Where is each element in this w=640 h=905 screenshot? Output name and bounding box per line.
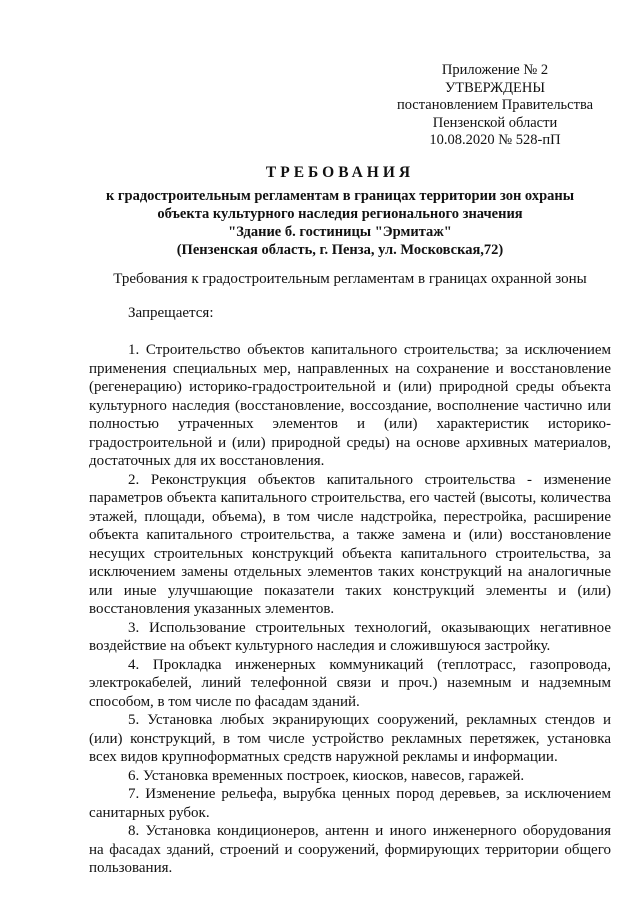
list-item: 4. Прокладка инженерных коммуникаций (теплотрасс, газопровода, электрокабелей, линий телефонной связи и проч.) наземным и надземным способом, в том числе по фасадам зданий. <box>89 656 611 710</box>
approval-appendix: Приложение № 2 <box>441 62 549 78</box>
document-title <box>80 164 600 259</box>
approval-stamp <box>380 62 610 150</box>
title-line-1: к градостроительным регламентам в границах территории зон охраны <box>105 187 575 204</box>
title-line-2: объекта культурного наследия регионального значения <box>157 205 523 222</box>
list-item: 8. Установка кондиционеров, антенн и иного инженерного оборудования на фасадах зданий, строений и сооружений, формирующих территории общего пользования. <box>89 823 611 876</box>
title-line-3: "Здание б. гостиницы "Эрмитаж" <box>228 223 452 240</box>
list-item: 3. Использование строительных технологий, оказывающих негативное воздействие на объект культурного наследия и сложившуюся застройку. <box>89 619 611 654</box>
title-heading: ТРЕБОВАНИЯ <box>265 164 415 181</box>
approval-date-number: 10.08.2020 № 528-пП <box>429 132 561 148</box>
approval-by: постановлением Правительства <box>396 97 594 113</box>
requirements-list <box>89 341 611 878</box>
list-item: 2. Реконструкция объектов капитального строительства - изменение параметров объекта капитального строительства, его частей (высоты, количества этажей, площади, объема), в том числе надстройка, перестройка, расширение объекта капитального строительства, а также замена и (или) восстановление несущих строительных конструкций объекта капитального строительства, за исключением замены отдельных элементов таких конструкций на аналогичные или иные улучшающие показатели таких конструкций элементы и (или) восстановления указанных элементов. <box>89 471 611 617</box>
list-item: 7. Изменение рельефа, вырубка ценных пород деревьев, за исключением санитарных рубок. <box>89 786 611 821</box>
list-item: 6. Установка временных построек, киосков, навесов, гаражей. <box>128 767 525 784</box>
prohibited-label: Запрещается: <box>128 305 214 321</box>
list-item: 1. Строительство объектов капитального строительства; за исключением применения специальных мер, направленных на сохранение и восстановление (регенерацию) историко-градостроительной и (или) природной среды объекта культурного наследия (восстановление, воссоздание, восполнение частично или полностью утраченных элементов и (или) характеристик историко-градостроительной и (или) природной среды) на основе архивных материалов, достаточных для их восстановления. <box>89 342 611 469</box>
section-subtitle: Требования к градостроительным регламентам в границах охранной зоны <box>113 271 587 287</box>
list-item: 5. Установка любых экранирующих сооружений, рекламных стендов и (или) конструкций, в том числе устройство рекламных перетяжек, установка всех видов крупноформатных средств наружной рекламы и информации. <box>89 712 611 765</box>
approval-region: Пензенской области <box>432 114 558 131</box>
title-line-4: (Пензенская область, г. Пенза, ул. Московская,72) <box>176 241 504 258</box>
approval-approved: УТВЕРЖДЕНЫ <box>444 79 546 96</box>
